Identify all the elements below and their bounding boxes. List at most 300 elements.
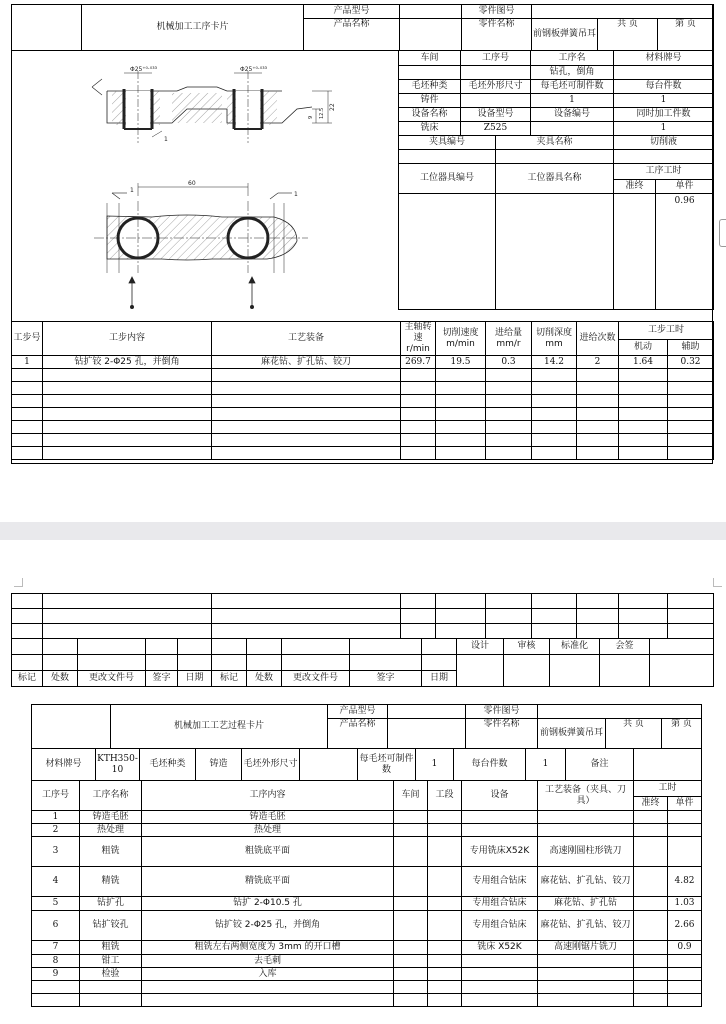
- empty-cell: [619, 408, 668, 421]
- empty-cell[interactable]: [457, 655, 504, 687]
- empty-cell: [634, 811, 668, 824]
- empty-cell: [178, 639, 212, 655]
- empty-cell: [577, 434, 619, 447]
- empty-cell: [43, 421, 212, 434]
- empty-cell: [12, 639, 43, 655]
- empty-cell: [668, 981, 702, 994]
- route-card-header: [31, 704, 702, 749]
- table-cell: 处数: [247, 671, 282, 687]
- empty-cell: [634, 897, 668, 911]
- step-table: [11, 321, 714, 460]
- empty-cell: [428, 911, 462, 941]
- empty-cell: [619, 609, 668, 624]
- front-view: [92, 71, 332, 143]
- table-cell: 车间: [394, 781, 428, 811]
- table-cell: [462, 955, 538, 968]
- empty-cell: [436, 421, 486, 434]
- route-card-title: 机械加工工艺过程卡片: [111, 705, 328, 749]
- empty-cell: [401, 395, 436, 408]
- table-cell: 第 页: [662, 719, 702, 749]
- empty-cell: [282, 639, 350, 655]
- table-cell: 粗铣: [80, 941, 142, 955]
- empty-cell: [428, 811, 462, 824]
- route-row: [32, 897, 702, 911]
- empty-cell: [401, 382, 436, 395]
- empty-cell[interactable]: [531, 122, 614, 136]
- table-row: [12, 369, 714, 382]
- table-row: [32, 749, 702, 781]
- dim-height: 22: [329, 103, 336, 111]
- empty-cell: [12, 447, 43, 460]
- table-cell: 工位器具名称: [496, 164, 614, 194]
- operation-card-header: [11, 4, 714, 51]
- table-cell: 前钢板弹簧吊耳: [538, 719, 606, 749]
- empty-cell: [619, 434, 668, 447]
- empty-cell[interactable]: [650, 655, 714, 687]
- table-cell: [668, 837, 702, 867]
- table-cell: 进给量mm/r: [486, 322, 532, 356]
- empty-cell: [12, 5, 82, 51]
- empty-cell: [12, 382, 43, 395]
- empty-cell: [668, 434, 714, 447]
- table-cell: 铣床 X52K: [462, 941, 538, 955]
- empty-cell: [212, 624, 401, 639]
- empty-cell: [619, 382, 668, 395]
- table-cell: 4.82: [668, 867, 702, 897]
- empty-cell: [577, 609, 619, 624]
- empty-cell: [32, 981, 80, 994]
- table-cell: 1: [12, 356, 43, 369]
- table-cell: 设备名称: [399, 108, 461, 122]
- empty-cell: [619, 447, 668, 460]
- table-cell: [538, 824, 634, 837]
- empty-cell[interactable]: [614, 150, 714, 164]
- empty-cell[interactable]: [461, 66, 531, 80]
- empty-cell: [532, 434, 577, 447]
- table-cell: 签字: [146, 671, 178, 687]
- table-cell: 夹具编号: [399, 136, 496, 150]
- empty-cell: [43, 624, 212, 639]
- table-cell: 设备编号: [531, 108, 614, 122]
- empty-cell: [650, 639, 714, 655]
- empty-cell: [577, 382, 619, 395]
- route-card-info: [31, 748, 702, 781]
- empty-cell: [12, 395, 43, 408]
- empty-cell[interactable]: [538, 705, 702, 719]
- table-cell: 0.9: [668, 941, 702, 955]
- empty-cell: [401, 421, 436, 434]
- table-cell: 单件: [668, 797, 702, 811]
- table-row: [12, 5, 714, 19]
- empty-cell: [486, 609, 532, 624]
- table-cell: 毛坯种类: [140, 749, 196, 781]
- table-cell: 工步工时: [619, 322, 714, 340]
- empty-cell[interactable]: [614, 194, 656, 310]
- empty-cell: [577, 447, 619, 460]
- empty-cell: [436, 382, 486, 395]
- table-cell: 零件名称: [466, 719, 538, 749]
- empty-cell: [428, 867, 462, 897]
- table-cell: 粗铣: [80, 837, 142, 867]
- empty-cell[interactable]: [400, 5, 462, 19]
- scroll-handle[interactable]: [719, 219, 726, 247]
- empty-cell: [428, 941, 462, 955]
- empty-cell: [394, 955, 428, 968]
- table-cell: 1: [32, 811, 80, 824]
- table-cell: 准终: [634, 797, 668, 811]
- empty-cell: [436, 594, 486, 609]
- table-cell: 单件: [656, 180, 714, 194]
- empty-cell: [486, 408, 532, 421]
- empty-cell[interactable]: [300, 749, 358, 781]
- table-row: [399, 80, 714, 94]
- empty-cell: [43, 609, 212, 624]
- empty-cell: [538, 994, 634, 1007]
- table-cell: 毛坯种类: [399, 80, 461, 94]
- empty-cell[interactable]: [399, 194, 496, 310]
- dim-top-left: Φ25⁺⁰·⁰³³: [130, 66, 158, 73]
- table-cell: 同时加工件数: [614, 108, 714, 122]
- table-cell: 切削液: [614, 136, 714, 150]
- table-row: [12, 609, 714, 624]
- empty-cell: [619, 395, 668, 408]
- table-cell: 工序名: [531, 51, 614, 66]
- table-cell: 日期: [178, 671, 212, 687]
- table-row: [399, 194, 714, 310]
- table-cell: KTH350-10: [96, 749, 140, 781]
- table-row: [12, 322, 714, 340]
- table-cell: 专用组合钻床: [462, 911, 538, 941]
- table-cell: 工艺装备（夹具、刀具）: [538, 781, 634, 811]
- empty-cell: [428, 981, 462, 994]
- table-row: [399, 136, 714, 150]
- table-cell: 设备: [462, 781, 538, 811]
- table-cell: 每台件数: [454, 749, 526, 781]
- empty-cell[interactable]: [388, 719, 466, 749]
- step-row: [12, 356, 714, 369]
- empty-cell: [394, 897, 428, 911]
- empty-cell: [401, 408, 436, 421]
- empty-cell: [532, 594, 577, 609]
- table-row: [12, 408, 714, 421]
- review-label: 审核: [504, 639, 550, 655]
- table-cell: 铸造毛胚: [142, 811, 394, 824]
- empty-cell: [401, 447, 436, 460]
- table-cell: 工步内容: [43, 322, 212, 356]
- table-cell: [668, 811, 702, 824]
- route-row: [32, 968, 702, 981]
- table-cell: 2: [32, 824, 80, 837]
- table-cell: 毛坯外形尺寸: [242, 749, 300, 781]
- empty-cell: [486, 395, 532, 408]
- empty-cell: [12, 421, 43, 434]
- dim-center: 60: [188, 180, 196, 187]
- table-cell: [538, 811, 634, 824]
- table-row: [399, 66, 714, 80]
- table-cell: 检验: [80, 968, 142, 981]
- table-row: [32, 994, 702, 1007]
- empty-cell[interactable]: [532, 5, 714, 19]
- empty-cell: [146, 639, 178, 655]
- empty-cell: [436, 609, 486, 624]
- operation-card-title: 机械加工工序卡片: [82, 5, 304, 51]
- empty-cell: [394, 824, 428, 837]
- empty-cell[interactable]: [496, 150, 614, 164]
- route-row: [32, 824, 702, 837]
- table-cell: 粗铣左右两侧宽度为 3mm 的开口槽: [142, 941, 394, 955]
- table-cell: 第 页: [658, 19, 714, 51]
- empty-cell: [634, 911, 668, 941]
- locator-point-right: [250, 305, 254, 309]
- empty-cell: [43, 408, 212, 421]
- empty-cell: [428, 994, 462, 1007]
- empty-cell: [532, 624, 577, 639]
- table-row: [399, 94, 714, 108]
- empty-cell: [428, 824, 462, 837]
- empty-cell[interactable]: [399, 66, 461, 80]
- table-cell: 麻花钻、扩孔钻、铰刀: [212, 356, 401, 369]
- empty-cell: [619, 421, 668, 434]
- empty-cell: [577, 408, 619, 421]
- table-cell: 1.03: [668, 897, 702, 911]
- empty-cell: [212, 594, 401, 609]
- table-cell: 铸件: [399, 94, 461, 108]
- empty-cell: [422, 639, 457, 655]
- empty-cell[interactable]: [600, 655, 650, 687]
- empty-cell: [634, 955, 668, 968]
- table-row: [32, 981, 702, 994]
- dim-top-right: Φ25⁺⁰·⁰³³: [240, 66, 268, 73]
- table-cell: 工序工时: [614, 164, 714, 180]
- empty-cell: [146, 655, 178, 671]
- table-cell: 工段: [428, 781, 462, 811]
- table-cell: 8: [32, 955, 80, 968]
- empty-cell: [78, 639, 146, 655]
- empty-cell: [401, 594, 436, 609]
- table-cell: 高速刚锯片铣刀: [538, 941, 634, 955]
- table-cell: 入库: [142, 968, 394, 981]
- empty-cell: [436, 434, 486, 447]
- empty-cell: [668, 624, 714, 639]
- table-cell: 日期: [422, 671, 457, 687]
- table-cell: 工序号: [32, 781, 80, 811]
- table-row: [12, 594, 714, 609]
- empty-cell: [401, 369, 436, 382]
- table-cell: 去毛刺: [142, 955, 394, 968]
- table-cell: 机动: [619, 339, 668, 355]
- empty-cell: [532, 382, 577, 395]
- empty-cell[interactable]: [400, 19, 462, 51]
- empty-cell[interactable]: [634, 749, 702, 781]
- table-cell: 共 页: [598, 19, 658, 51]
- table-cell: 1: [614, 94, 714, 108]
- table-cell: 工步号: [12, 322, 43, 356]
- table-cell: 主轴转速r/min: [401, 322, 436, 356]
- table-row: [12, 434, 714, 447]
- empty-cell: [422, 655, 457, 671]
- table-cell: 产品名称: [304, 19, 400, 51]
- table-cell: 麻花钻、扩孔钻、铰刀: [538, 867, 634, 897]
- empty-cell: [212, 434, 401, 447]
- empty-cell: [668, 421, 714, 434]
- empty-cell: [212, 639, 247, 655]
- table-cell: 零件图号: [462, 5, 532, 19]
- empty-cell: [212, 447, 401, 460]
- empty-cell: [12, 624, 43, 639]
- table-cell: 5: [32, 897, 80, 911]
- empty-cell: [486, 434, 532, 447]
- table-row: [12, 421, 714, 434]
- countersign-label: 会签: [600, 639, 650, 655]
- empty-cell: [212, 408, 401, 421]
- standard-label: 标准化: [550, 639, 600, 655]
- empty-cell: [532, 395, 577, 408]
- table-cell: 处数: [43, 671, 78, 687]
- empty-cell[interactable]: [388, 705, 466, 719]
- empty-cell: [486, 447, 532, 460]
- empty-cell: [43, 447, 212, 460]
- table-cell: 切削速度m/min: [436, 322, 486, 356]
- empty-cell: [350, 655, 422, 671]
- top-view: [94, 183, 308, 307]
- empty-cell[interactable]: [399, 150, 496, 164]
- table-cell: 2: [577, 356, 619, 369]
- table-cell: Z525: [461, 122, 531, 136]
- empty-cell: [401, 624, 436, 639]
- table-cell: 设备型号: [461, 108, 531, 122]
- empty-cell: [212, 395, 401, 408]
- table-cell: 准终: [614, 180, 656, 194]
- table-cell: 热处理: [142, 824, 394, 837]
- table-cell: 零件图号: [466, 705, 538, 719]
- empty-cell: [394, 811, 428, 824]
- empty-cell: [401, 609, 436, 624]
- table-cell: 铣床: [399, 122, 461, 136]
- table-cell: 工位器具编号: [399, 164, 496, 194]
- table-cell: 14.2: [532, 356, 577, 369]
- empty-cell: [394, 911, 428, 941]
- table-cell: 0.32: [668, 356, 714, 369]
- empty-cell[interactable]: [496, 194, 614, 310]
- table-row: [12, 639, 714, 655]
- table-cell: 切削深度mm: [532, 322, 577, 356]
- table-cell: 1: [416, 749, 454, 781]
- table-cell: [668, 955, 702, 968]
- table-cell: [668, 824, 702, 837]
- empty-cell: [32, 994, 80, 1007]
- empty-cell: [12, 655, 43, 671]
- empty-cell: [462, 981, 538, 994]
- empty-cell: [532, 369, 577, 382]
- table-row: [12, 382, 714, 395]
- table-cell: [462, 811, 538, 824]
- table-cell: 每台件数: [614, 80, 714, 94]
- table-cell: 钻孔，倒角: [531, 66, 614, 80]
- empty-cell: [428, 968, 462, 981]
- empty-cell: [486, 369, 532, 382]
- empty-cell: [668, 395, 714, 408]
- table-cell: 夹具名称: [496, 136, 614, 150]
- table-cell: 铸造毛胚: [80, 811, 142, 824]
- table-cell: 每毛坯可制件数: [358, 749, 416, 781]
- table-cell: 共 页: [606, 719, 662, 749]
- part-name-value: 前钢板弹簧吊耳: [532, 19, 598, 51]
- table-cell: 热处理: [80, 824, 142, 837]
- table-cell: [538, 955, 634, 968]
- empty-cell: [668, 369, 714, 382]
- table-cell: 标记: [12, 671, 43, 687]
- empty-cell[interactable]: [504, 655, 550, 687]
- empty-cell: [532, 447, 577, 460]
- empty-cell: [282, 655, 350, 671]
- table-cell: 工序内容: [142, 781, 394, 811]
- table-row: [12, 624, 714, 639]
- empty-cell[interactable]: [614, 66, 714, 80]
- empty-cell: [486, 594, 532, 609]
- table-cell: 钻扩 2-Φ10.5 孔: [142, 897, 394, 911]
- empty-cell: [247, 655, 282, 671]
- table-row: [12, 447, 714, 460]
- empty-cell: [668, 609, 714, 624]
- empty-cell: [212, 382, 401, 395]
- table-row: [399, 51, 714, 66]
- table-row: [32, 781, 702, 797]
- empty-cell[interactable]: [550, 655, 600, 687]
- empty-cell: [212, 655, 247, 671]
- empty-cell: [350, 639, 422, 655]
- table-cell: 钻扩铰 2-Φ25 孔，并倒角: [43, 356, 212, 369]
- empty-cell: [212, 369, 401, 382]
- table-cell: 标记: [212, 671, 247, 687]
- empty-cell: [78, 655, 146, 671]
- empty-cell: [12, 594, 43, 609]
- table-cell: 工序号: [461, 51, 531, 66]
- table-row: [399, 150, 714, 164]
- empty-cell: [247, 639, 282, 655]
- empty-cell: [436, 369, 486, 382]
- table-cell: [668, 968, 702, 981]
- table-row: [399, 122, 714, 136]
- empty-cell: [43, 655, 78, 671]
- empty-cell: [668, 594, 714, 609]
- empty-cell: [577, 395, 619, 408]
- table-row: [12, 655, 714, 671]
- empty-cell: [577, 369, 619, 382]
- empty-cell: [80, 994, 142, 1007]
- empty-cell[interactable]: [461, 94, 531, 108]
- table-cell: 产品名称: [328, 719, 388, 749]
- dim-nine: 9: [308, 115, 314, 119]
- route-row: [32, 941, 702, 955]
- empty-cell: [212, 421, 401, 434]
- empty-cell: [634, 837, 668, 867]
- empty-cell: [486, 624, 532, 639]
- table-cell: 1: [531, 94, 614, 108]
- table-cell: 毛坯外形尺寸: [461, 80, 531, 94]
- empty-cell: [668, 382, 714, 395]
- table-row: [399, 108, 714, 122]
- table-cell: 6: [32, 911, 80, 941]
- front-mark-one: 1: [164, 136, 168, 143]
- table-cell: 7: [32, 941, 80, 955]
- part-drawing: [12, 51, 398, 321]
- empty-cell: [486, 382, 532, 395]
- table-cell: 粗铣底平面: [142, 837, 394, 867]
- empty-cell: [394, 837, 428, 867]
- empty-cell: [436, 395, 486, 408]
- table-cell: 钳工: [80, 955, 142, 968]
- table-cell: 产品型号: [304, 5, 400, 19]
